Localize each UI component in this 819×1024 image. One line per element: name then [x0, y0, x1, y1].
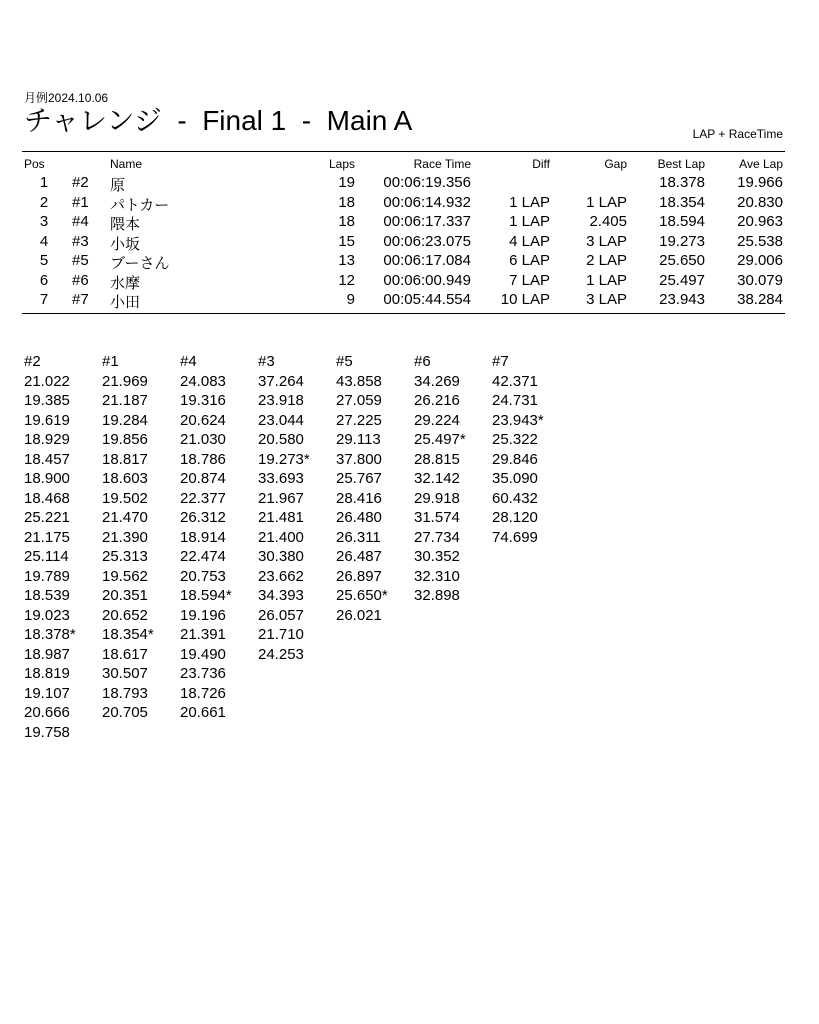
report-type: LAP + RaceTime [692, 127, 783, 141]
result-row [0, 213, 819, 233]
lap-time: 18.594* [180, 587, 232, 604]
result-driver-name: 小坂 [110, 235, 141, 253]
lap-time: 19.385 [24, 392, 70, 409]
lap-time: 21.391 [180, 626, 226, 643]
lap-time: 28.416 [336, 489, 382, 507]
result-laps: 9 [346, 291, 355, 308]
result-laps: 15 [338, 232, 355, 250]
lap-time: 24.731 [492, 392, 538, 409]
lap-time: 29.846 [492, 450, 538, 468]
result-row [0, 174, 819, 194]
lap-time: 19.107 [24, 684, 70, 702]
result-laps: 18 [338, 193, 355, 211]
result-pos: 2 [39, 193, 49, 211]
result-gap: 3 LAP [586, 291, 627, 308]
result-driver-name: ブーさん [110, 255, 170, 272]
lap-time: 20.753 [180, 567, 226, 585]
lap-time: 18.929 [24, 431, 70, 448]
lap-time: 18.786 [180, 450, 226, 468]
lap-time: 19.490 [180, 645, 226, 663]
result-ave-lap: 38.284 [737, 291, 783, 308]
result-best-lap: 19.273 [659, 232, 705, 250]
lap-time: 23.662 [258, 567, 304, 585]
lap-time: 32.898 [414, 587, 460, 604]
lap-time: 20.351 [102, 587, 148, 604]
col-header-ave-lap: Ave Lap [739, 157, 783, 171]
result-pos: 7 [39, 291, 49, 308]
lap-time: 20.661 [180, 704, 226, 721]
lap-time: 18.354* [102, 626, 154, 643]
result-race-time: 00:06:19.356 [383, 174, 471, 191]
lap-time: 19.023 [24, 606, 70, 624]
lap-time: 74.699 [492, 528, 538, 546]
lap-time: 20.874 [180, 470, 226, 487]
result-diff: 4 LAP [509, 232, 550, 250]
lap-time: 21.967 [258, 489, 304, 507]
result-car-number: #2 [72, 174, 89, 191]
lap-time: 20.666 [24, 704, 70, 721]
lap-time: 18.900 [24, 470, 70, 487]
lap-time: 34.393 [258, 587, 304, 604]
lap-time: 29.113 [336, 431, 381, 448]
results-body [0, 174, 819, 311]
lap-time: 25.221 [24, 509, 70, 526]
lap-time: 19.196 [180, 606, 226, 624]
result-race-time: 00:06:23.075 [383, 232, 471, 250]
result-race-time: 00:05:44.554 [383, 291, 471, 308]
lap-time: 30.380 [258, 548, 304, 565]
lap-time: 37.800 [336, 450, 382, 468]
lap-time: 25.114 [24, 548, 69, 565]
lap-time: 18.539 [24, 587, 70, 604]
lap-column-car-number: #5 [336, 353, 353, 370]
lap-column-car-number: #4 [180, 353, 197, 370]
result-ave-lap: 19.966 [737, 174, 783, 191]
lap-time: 20.624 [180, 411, 226, 429]
divider-bottom [22, 313, 785, 314]
result-gap: 1 LAP [586, 271, 627, 289]
lap-time: 42.371 [492, 372, 538, 390]
lap-column [180, 353, 258, 724]
lap-time: 18.817 [102, 450, 148, 468]
lap-time: 28.815 [414, 450, 460, 468]
lap-time: 21.022 [24, 372, 70, 390]
result-race-time: 00:06:00.949 [383, 271, 471, 289]
lap-time: 26.057 [258, 606, 304, 624]
lap-time: 18.378* [24, 626, 76, 643]
lap-column [336, 353, 414, 626]
col-header-race-time: Race Time [413, 157, 471, 171]
col-header-laps: Laps [328, 157, 355, 171]
lap-time: 18.793 [102, 684, 148, 702]
result-driver-name: パトカー [110, 196, 170, 214]
lap-time: 18.819 [24, 665, 70, 682]
result-driver-name: 原 [110, 177, 126, 194]
lap-time: 26.216 [414, 392, 460, 409]
lap-time: 21.187 [102, 392, 148, 409]
result-ave-lap: 25.538 [737, 232, 783, 250]
lap-time: 21.710 [258, 626, 304, 643]
result-car-number: #6 [72, 271, 89, 289]
lap-time: 19.758 [24, 723, 70, 741]
result-pos: 3 [39, 213, 49, 230]
lap-time: 18.914 [180, 528, 226, 546]
lap-time: 21.470 [102, 509, 148, 526]
result-ave-lap: 20.830 [737, 193, 783, 211]
result-race-time: 00:06:17.084 [383, 252, 471, 269]
lap-time: 19.562 [102, 567, 148, 585]
col-header-pos: Pos [24, 157, 45, 171]
lap-time: 21.969 [102, 372, 148, 390]
lap-time: 29.918 [414, 489, 460, 507]
result-driver-name: 水摩 [110, 274, 141, 292]
lap-time: 25.497* [414, 431, 466, 448]
lap-time: 28.120 [492, 509, 538, 526]
lap-time: 19.789 [24, 567, 70, 585]
lap-time: 30.352 [414, 548, 460, 565]
lap-time: 19.273* [258, 450, 310, 468]
result-row [0, 252, 819, 272]
result-car-number: #4 [72, 213, 89, 230]
result-row [0, 291, 819, 311]
col-header-diff: Diff [532, 157, 550, 171]
lap-time: 19.856 [102, 431, 148, 448]
page-title: チャレンジ - Final 1 - Main A [24, 105, 413, 136]
results-header-row [0, 157, 819, 174]
lap-time: 33.693 [258, 470, 304, 487]
lap-time: 26.897 [336, 567, 382, 585]
lap-time: 18.457 [24, 450, 70, 468]
lap-time: 23.044 [258, 411, 304, 429]
result-gap: 3 LAP [586, 232, 627, 250]
divider-top [22, 151, 785, 152]
lap-column [102, 353, 180, 724]
result-laps: 19 [338, 174, 355, 191]
result-laps: 12 [338, 271, 355, 289]
result-row [0, 233, 819, 253]
lap-time: 21.175 [24, 528, 70, 546]
lap-time: 20.705 [102, 704, 148, 721]
lap-time: 19.619 [24, 411, 70, 429]
lap-time: 22.377 [180, 489, 226, 507]
lap-time: 23.918 [258, 392, 304, 409]
col-header-name: Name [110, 157, 143, 171]
result-row [0, 194, 819, 214]
lap-column-car-number: #6 [414, 353, 431, 370]
lap-time: 37.264 [258, 372, 304, 390]
lap-time: 22.474 [180, 548, 226, 565]
lap-column [414, 353, 492, 607]
lap-time: 43.858 [336, 372, 382, 390]
result-car-number: #7 [72, 291, 89, 308]
lap-time: 21.390 [102, 528, 148, 546]
result-diff: 10 LAP [500, 291, 550, 308]
result-ave-lap: 30.079 [737, 271, 783, 289]
result-driver-name: 隈本 [110, 216, 141, 233]
result-best-lap: 25.650 [659, 252, 705, 269]
result-best-lap: 23.943 [659, 291, 705, 308]
result-car-number: #3 [72, 232, 89, 250]
result-laps: 13 [338, 252, 355, 269]
result-car-number: #1 [72, 193, 89, 211]
lap-time: 32.142 [414, 470, 460, 487]
lap-time: 18.617 [102, 645, 148, 663]
lap-time: 25.322 [492, 431, 538, 448]
lap-time: 26.311 [336, 528, 381, 546]
lap-time: 18.987 [24, 645, 70, 663]
result-diff: 1 LAP [509, 193, 550, 211]
result-best-lap: 18.378 [659, 174, 705, 191]
lap-time: 18.603 [102, 470, 148, 487]
lap-column-car-number: #3 [258, 353, 275, 370]
lap-time: 19.316 [180, 392, 226, 409]
result-pos: 5 [39, 252, 49, 269]
lap-column [492, 353, 570, 548]
result-diff: 1 LAP [509, 213, 550, 230]
lap-time: 24.083 [180, 372, 226, 390]
lap-time: 27.059 [336, 392, 382, 409]
lap-time: 25.767 [336, 470, 382, 487]
lap-time: 19.502 [102, 489, 148, 507]
result-ave-lap: 29.006 [737, 252, 783, 269]
result-driver-name: 小田 [110, 294, 141, 311]
result-race-time: 00:06:17.337 [383, 213, 471, 230]
result-best-lap: 18.594 [659, 213, 705, 230]
col-header-best-lap: Best Lap [657, 157, 705, 171]
lap-time: 32.310 [414, 567, 460, 585]
lap-time: 21.481 [258, 509, 304, 526]
lap-column [258, 353, 336, 665]
result-row [0, 272, 819, 292]
result-car-number: #5 [72, 252, 89, 269]
lap-time: 35.090 [492, 470, 538, 487]
result-diff: 6 LAP [509, 252, 550, 269]
result-pos: 1 [39, 174, 49, 191]
lap-time: 20.652 [102, 606, 148, 624]
lap-column [24, 353, 102, 743]
lap-time: 26.480 [336, 509, 382, 526]
col-header-gap: Gap [604, 157, 627, 171]
lap-time: 18.468 [24, 489, 70, 507]
lap-time: 20.580 [258, 431, 304, 448]
result-gap: 2.405 [589, 213, 627, 230]
lap-time: 25.650* [336, 587, 388, 604]
lap-time: 26.487 [336, 548, 382, 565]
result-gap: 2 LAP [586, 252, 627, 269]
lap-time: 34.269 [414, 372, 460, 390]
results-table [0, 157, 819, 311]
result-diff: 7 LAP [509, 271, 550, 289]
lap-time: 26.021 [336, 606, 382, 624]
lap-time: 26.312 [180, 509, 226, 526]
lap-time: 31.574 [414, 509, 460, 526]
lap-column-car-number: #7 [492, 353, 509, 370]
lap-time: 18.726 [180, 684, 226, 702]
lap-time: 29.224 [414, 411, 460, 429]
lap-time: 23.736 [180, 665, 226, 682]
lap-time: 21.400 [258, 528, 304, 546]
result-race-time: 00:06:14.932 [383, 193, 471, 211]
lap-time: 60.432 [492, 489, 538, 507]
lap-column-car-number: #2 [24, 353, 41, 370]
result-pos: 6 [39, 271, 49, 289]
result-pos: 4 [39, 232, 49, 250]
lap-time: 25.313 [102, 548, 148, 565]
result-gap: 1 LAP [586, 193, 627, 211]
result-best-lap: 18.354 [659, 193, 705, 211]
lap-time: 30.507 [102, 665, 148, 682]
lap-time: 19.284 [102, 411, 148, 429]
lap-time: 27.225 [336, 411, 382, 429]
result-ave-lap: 20.963 [737, 213, 783, 230]
lap-column-car-number: #1 [102, 353, 119, 370]
lap-time: 27.734 [414, 528, 460, 546]
event-date: 月例2024.10.06 [24, 91, 109, 105]
result-laps: 18 [338, 213, 355, 230]
lap-time: 24.253 [258, 645, 304, 663]
result-best-lap: 25.497 [659, 271, 705, 289]
lap-time: 21.030 [180, 431, 226, 448]
lap-time: 23.943* [492, 411, 544, 429]
